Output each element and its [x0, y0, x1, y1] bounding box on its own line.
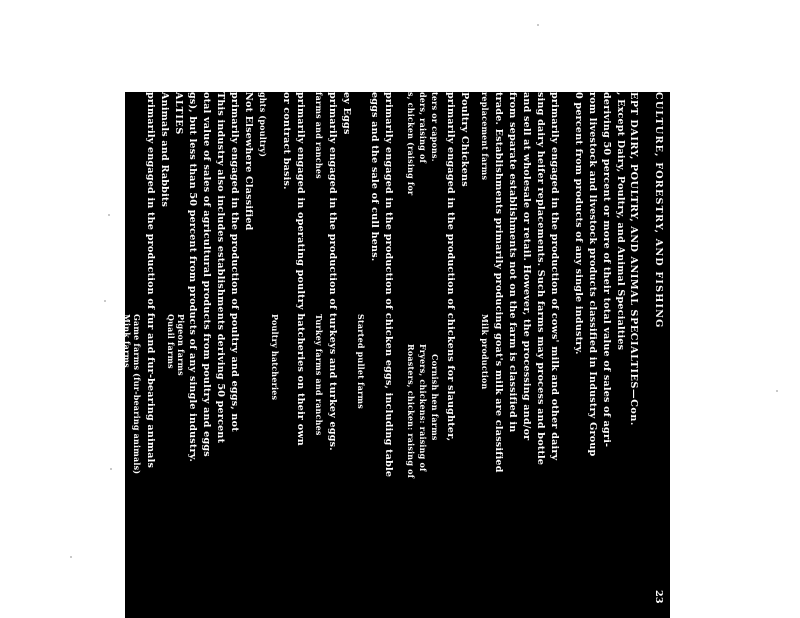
index-entry: ghts (poultry): [258, 92, 268, 158]
section-heading: ALTIES: [173, 92, 184, 135]
definition-line: sing dairy heifer replacements. Such farms may process and bottle: [535, 92, 546, 466]
definition-line: primarily engaged in the production of chicken eggs, including table: [383, 92, 394, 478]
scanned-page: [114, 92, 670, 618]
definition-line: primarily engaged in the production of poultry and eggs, not: [229, 92, 240, 432]
definition-line: gs), but less than 50 percent from products of any single industry.: [187, 92, 198, 462]
index-entry: Started pullet farms: [356, 314, 366, 409]
index-entry: Quail farms: [166, 314, 176, 369]
index-entry: Poultry hatcheries: [270, 314, 280, 401]
section-heading: EPT DAIRY, POULTRY, AND ANIMAL SPECIALTIES—Con.: [628, 92, 639, 426]
index-entry: Milk production: [480, 314, 490, 390]
definition-line: eggs and the sale of cull hens.: [369, 92, 380, 262]
scan-speck: [537, 24, 539, 26]
definition-line: deriving 50 percent or more of their total value of sales of agri-: [601, 92, 612, 448]
index-entry: Fryers, chickens: raising of: [418, 344, 428, 472]
definition-line: primarily engaged in the production of turkeys and turkey eggs.: [327, 92, 338, 451]
index-entry: Turkey farms and ranches: [314, 314, 324, 436]
definition-line: This industry also includes establishments deriving 50 percent: [215, 92, 226, 444]
definition-line: or contract basis.: [281, 92, 292, 190]
definition-line: from separate establishments not on the farm is classified in: [507, 92, 518, 433]
scan-speck: [108, 214, 110, 216]
index-entry: Game farms (fur-bearing animals): [132, 314, 142, 475]
index-entry: ders, raising of: [418, 92, 428, 164]
index-entry: Cornish hen farms: [430, 354, 440, 441]
industry-heading: ey Eggs: [341, 92, 352, 135]
scan-speck: [70, 556, 72, 558]
scan-speck: [776, 390, 778, 392]
index-entry: ters or capons.: [430, 92, 440, 162]
index-entry: Pigeon farms: [176, 314, 186, 376]
scan-speck: [110, 468, 112, 470]
index-entry: Rabbit farms: [114, 314, 124, 375]
group-heading: , Except Dairy, Poultry, and Animal Specialties: [615, 92, 626, 351]
definition-line: otal value of sales of agricultural products from poultry and eggs: [201, 92, 212, 457]
index-entry: Mink farms: [122, 314, 132, 368]
index-entry: s, chicken (raising for: [406, 92, 416, 196]
index-entry: Roasters, chicken: raising of: [406, 344, 416, 479]
definition-line: primarily engaged in the production of chickens for slaughter,: [445, 92, 456, 442]
definition-line: trade. Establishments primarily producing goat's milk are classified: [493, 92, 504, 473]
scan-speck: [104, 300, 106, 302]
industry-heading: Animals and Rabbits: [159, 92, 170, 208]
page-number: 23: [653, 590, 664, 604]
definition-line: primarily engaged in the production of cows' milk and other dairy: [549, 92, 560, 461]
index-entry: farms and ranches: [314, 92, 324, 179]
index-entry: replacement farms: [480, 92, 490, 181]
running-head: CULTURE, FORESTRY, AND FISHING: [653, 92, 664, 329]
definition-line: primarily engaged in operating poultry hatcheries on their own: [295, 92, 306, 446]
definition-line: 0 percent from products of any single industry.: [573, 92, 584, 355]
rotated-page-text: [114, 92, 670, 618]
definition-line: primarily engaged in the production of fur and fur-bearing animals: [145, 92, 156, 469]
industry-heading: Not Elsewhere Classified: [243, 92, 254, 231]
definition-line: rom livestock and livestock products classified in Industry Group: [587, 92, 598, 457]
industry-heading: Poultry Chickens: [459, 92, 470, 187]
definition-line: and sell at wholesale or retail. However, the processing and/or: [521, 92, 532, 441]
